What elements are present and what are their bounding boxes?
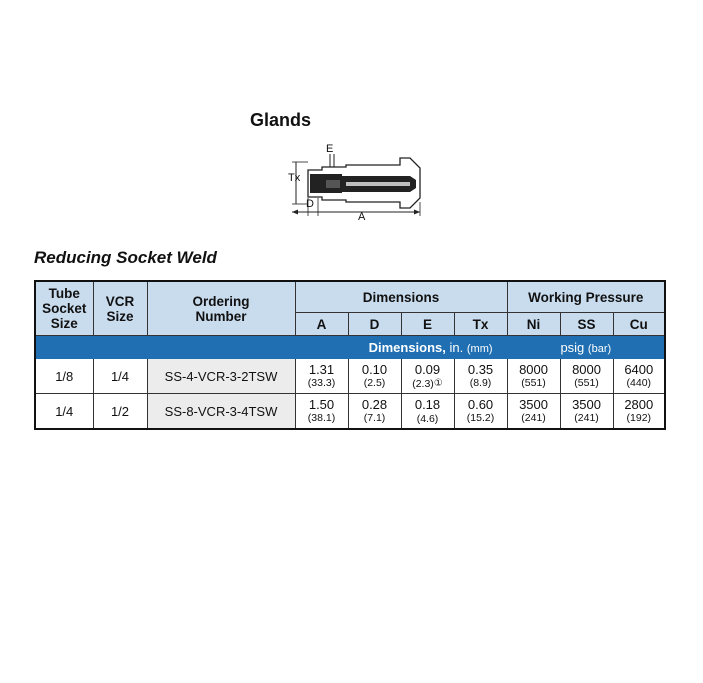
cell-pressure-cu: 2800 (192) xyxy=(613,394,665,430)
header-pressure-ni: Ni xyxy=(507,313,560,336)
cell-dim-e: 0.09 (2.3)① xyxy=(401,359,454,394)
cell-dim-d: 0.28 (7.1) xyxy=(348,394,401,430)
cell-pressure-ni: 3500 (241) xyxy=(507,394,560,430)
header-ordering-number: Ordering Number xyxy=(147,281,295,336)
header-pressure-ss: SS xyxy=(560,313,613,336)
cell-pressure-cu: 6400 (440) xyxy=(613,359,665,394)
cell-ordering-number: SS-8-VCR-3-4TSW xyxy=(147,394,295,430)
header-tube-socket-size: Tube Socket Size xyxy=(35,281,93,336)
cell-pressure-ss: 3500 (241) xyxy=(560,394,613,430)
cell-pressure-ni: 8000 (551) xyxy=(507,359,560,394)
cell-dim-e: 0.18 (4.6) xyxy=(401,394,454,430)
units-band-dimensions: Dimensions, in. (mm) xyxy=(35,336,507,359)
dim-tx-label: Tx xyxy=(288,172,301,184)
cell-pressure-ss: 8000 (551) xyxy=(560,359,613,394)
header-dim-d: D xyxy=(348,313,401,336)
header-vcr-size: VCR Size xyxy=(93,281,147,336)
cell-dim-d: 0.10 (2.5) xyxy=(348,359,401,394)
glands-title: Glands xyxy=(250,110,312,130)
cell-vcr-size: 1/4 xyxy=(93,359,147,394)
cell-vcr-size: 1/2 xyxy=(93,394,147,430)
header-dim-e: E xyxy=(401,313,454,336)
cell-tube-size: 1/8 xyxy=(35,359,93,394)
header-working-pressure: Working Pressure xyxy=(507,281,665,313)
header-dim-tx: Tx xyxy=(454,313,507,336)
cell-dim-a: 1.31 (33.3) xyxy=(295,359,348,394)
cell-dim-a: 1.50 (38.1) xyxy=(295,394,348,430)
header-pressure-cu: Cu xyxy=(613,313,665,336)
header-dimensions: Dimensions xyxy=(295,281,507,313)
dim-a-label: A xyxy=(358,211,366,220)
gland-diagram xyxy=(282,140,427,220)
cell-ordering-number: SS-4-VCR-3-2TSW xyxy=(147,359,295,394)
header-dim-a: A xyxy=(295,313,348,336)
units-band-pressure: psig (bar) xyxy=(507,336,665,359)
table-row xyxy=(35,359,665,394)
table-row xyxy=(35,394,665,430)
cell-dim-tx: 0.60 (15.2) xyxy=(454,394,507,430)
footnote-marker: ① xyxy=(433,377,443,389)
spec-table xyxy=(34,280,666,430)
cell-tube-size: 1/4 xyxy=(35,394,93,430)
cell-dim-tx: 0.35 (8.9) xyxy=(454,359,507,394)
dim-d-label: D xyxy=(306,198,314,210)
dim-e-label: E xyxy=(326,143,334,155)
reducing-socket-weld-title: Reducing Socket Weld xyxy=(34,248,217,267)
